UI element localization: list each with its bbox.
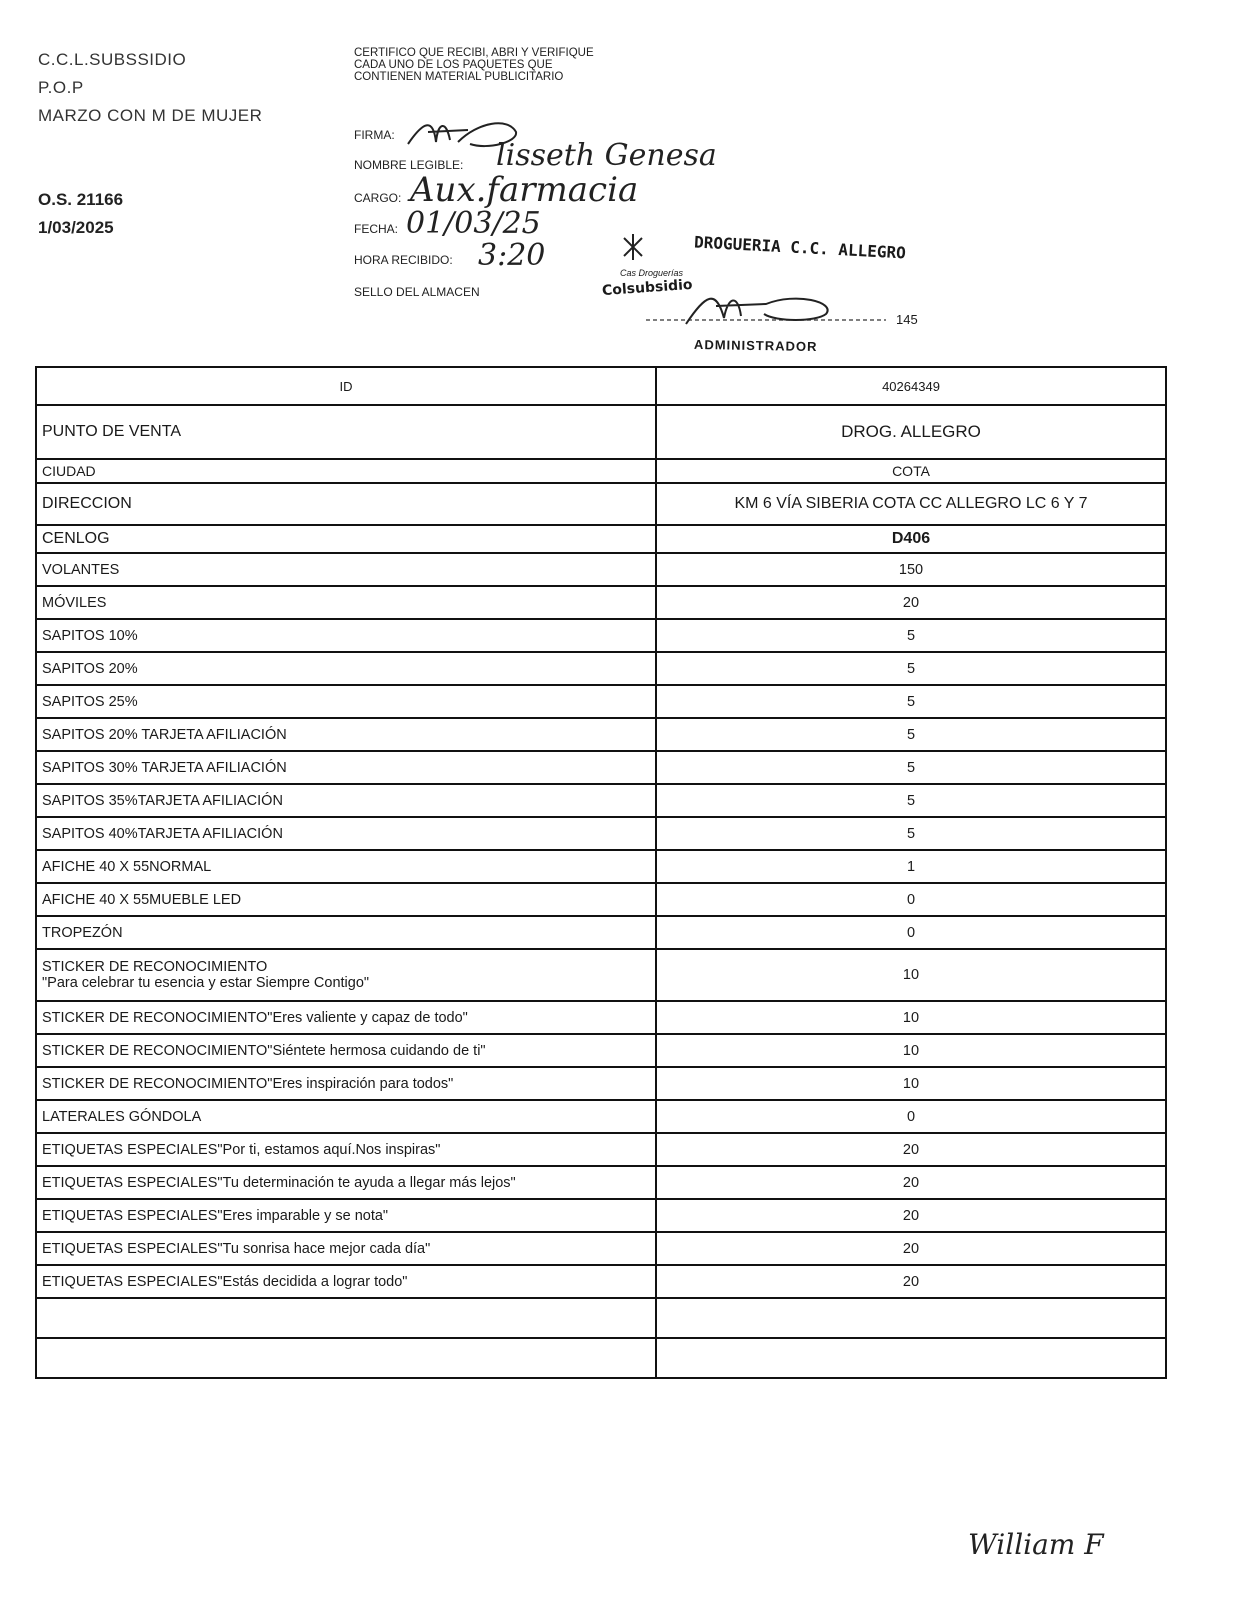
nombre-value: lisseth Genesa — [496, 138, 717, 173]
row-value: 5 — [656, 685, 1166, 718]
row-value: 1 — [656, 850, 1166, 883]
row-value: 10 — [656, 1034, 1166, 1067]
row-value: KM 6 VÍA SIBERIA COTA CC ALLEGRO LC 6 Y 7 — [656, 483, 1166, 525]
row-value: 150 — [656, 553, 1166, 586]
campaign-name: MARZO CON M DE MUJER — [38, 106, 263, 125]
row-value: 20 — [656, 1265, 1166, 1298]
row-label: ID — [36, 367, 656, 405]
table-row — [36, 718, 1166, 751]
table-row — [36, 1100, 1166, 1133]
row-label: AFICHE 40 X 55NORMAL — [36, 850, 656, 883]
row-label: PUNTO DE VENTA — [36, 405, 656, 459]
table-row-empty — [36, 1298, 1166, 1338]
row-label: CIUDAD — [36, 459, 656, 483]
pop-label: P.O.P — [38, 78, 84, 97]
stamp-title: DROGUERIA C.C. ALLEGRO — [693, 232, 907, 263]
row-label — [36, 949, 656, 1001]
row-label: ETIQUETAS ESPECIALES"Tu sonrisa hace mejor cada día" — [36, 1232, 656, 1265]
table-row — [36, 751, 1166, 784]
row-value: 5 — [656, 619, 1166, 652]
empty-cell — [36, 1298, 656, 1338]
row-label: TROPEZÓN — [36, 916, 656, 949]
table-row — [36, 1067, 1166, 1100]
fecha-label: FECHA: — [354, 222, 399, 236]
footer-signature: William F — [968, 1528, 1104, 1561]
row-label: VOLANTES — [36, 553, 656, 586]
row-label: STICKER DE RECONOCIMIENTO"Eres inspiración para todos" — [36, 1067, 656, 1100]
table-row — [36, 1166, 1166, 1199]
stamp-role: ADMINISTRADOR — [693, 336, 818, 355]
table-row — [36, 483, 1166, 525]
empty-cell — [656, 1338, 1166, 1378]
table-row — [36, 916, 1166, 949]
row-value: 20 — [656, 1232, 1166, 1265]
table-row — [36, 367, 1166, 405]
table-row — [36, 883, 1166, 916]
table-row — [36, 459, 1166, 483]
row-label: SAPITOS 20% — [36, 652, 656, 685]
empty-cell — [36, 1338, 656, 1378]
empty-cell — [656, 1298, 1166, 1338]
pop-table — [35, 366, 1167, 1379]
table-row — [36, 1265, 1166, 1298]
row-label: SAPITOS 40%TARJETA AFILIACIÓN — [36, 817, 656, 850]
table-row — [36, 586, 1166, 619]
header-left — [38, 46, 262, 130]
row-value: D406 — [656, 525, 1166, 553]
row-label: CENLOG — [36, 525, 656, 553]
table-row — [36, 1133, 1166, 1166]
table-row — [36, 619, 1166, 652]
row-label: SAPITOS 30% TARJETA AFILIACIÓN — [36, 751, 656, 784]
row-label: SAPITOS 20% TARJETA AFILIACIÓN — [36, 718, 656, 751]
row-label: SAPITOS 10% — [36, 619, 656, 652]
sello-label: SELLO DEL ALMACEN — [354, 285, 480, 299]
row-value: 20 — [656, 1199, 1166, 1232]
table-row-empty — [36, 1338, 1166, 1378]
table-row — [36, 685, 1166, 718]
order-date: 1/03/2025 — [38, 218, 114, 237]
table-row — [36, 1034, 1166, 1067]
table-row — [36, 553, 1166, 586]
row-value: 20 — [656, 1166, 1166, 1199]
firma-label: FIRMA: — [354, 128, 395, 142]
row-label-line2: "Para celebrar tu esencia y estar Siempre Contigo" — [42, 975, 370, 991]
cargo-value: Aux.farmacia — [410, 170, 639, 210]
row-value: COTA — [656, 459, 1166, 483]
row-label: ETIQUETAS ESPECIALES"Por ti, estamos aquí.Nos inspiras" — [36, 1133, 656, 1166]
row-value: 40264349 — [656, 367, 1166, 405]
row-label: STICKER DE RECONOCIMIENTO"Siéntete hermosa cuidando de ti" — [36, 1034, 656, 1067]
row-label: ETIQUETAS ESPECIALES"Eres imparable y se nota" — [36, 1199, 656, 1232]
row-label: AFICHE 40 X 55MUEBLE LED — [36, 883, 656, 916]
row-value: 0 — [656, 883, 1166, 916]
table-row — [36, 949, 1166, 1001]
row-value: 10 — [656, 949, 1166, 1001]
row-value: DROG. ALLEGRO — [656, 405, 1166, 459]
order-number: O.S. 21166 — [38, 190, 124, 209]
row-value: 20 — [656, 586, 1166, 619]
row-value: 0 — [656, 916, 1166, 949]
row-value: 10 — [656, 1067, 1166, 1100]
stamp-signature — [646, 284, 896, 330]
org-name: C.C.L.SUBSSIDIO — [38, 50, 187, 69]
row-label: STICKER DE RECONOCIMIENTO"Eres valiente y capaz de todo" — [36, 1001, 656, 1034]
table-row — [36, 525, 1166, 553]
table-row — [36, 784, 1166, 817]
row-label-line1: STICKER DE RECONOCIMIENTO — [42, 959, 268, 975]
row-label: ETIQUETAS ESPECIALES"Tu determinación te ayuda a llegar más lejos" — [36, 1166, 656, 1199]
row-label: SAPITOS 35%TARJETA AFILIACIÓN — [36, 784, 656, 817]
nombre-label: NOMBRE LEGIBLE: — [354, 158, 464, 172]
table-row — [36, 1232, 1166, 1265]
table-row — [36, 652, 1166, 685]
certificate-text: CERTIFICO QUE RECIBI, ABRI Y VERIFIQUE CADA UNO DE LOS PAQUETES QUE CONTIENEN MATERIAL PUBLICITARIO — [354, 47, 594, 83]
table-row — [36, 1001, 1166, 1034]
row-value: 5 — [656, 817, 1166, 850]
row-label: DIRECCION — [36, 483, 656, 525]
row-value: 0 — [656, 1100, 1166, 1133]
row-label: ETIQUETAS ESPECIALES"Estás decidida a lograr todo" — [36, 1265, 656, 1298]
row-label: MÓVILES — [36, 586, 656, 619]
cargo-label: CARGO: — [354, 191, 402, 205]
stamp-brand-small: Cas Droguerías — [620, 268, 684, 278]
table-row — [36, 405, 1166, 459]
row-value: 5 — [656, 718, 1166, 751]
table-row — [36, 817, 1166, 850]
row-label: LATERALES GÓNDOLA — [36, 1100, 656, 1133]
table-row — [36, 850, 1166, 883]
row-value: 20 — [656, 1133, 1166, 1166]
row-value: 5 — [656, 751, 1166, 784]
stamp-brand: Colsubsidio — [601, 276, 694, 300]
row-value: 5 — [656, 652, 1166, 685]
hora-value: 3:20 — [478, 238, 546, 273]
hora-label: HORA RECIBIDO: — [354, 253, 453, 267]
stamp-number: 145 — [896, 312, 918, 327]
order-block — [38, 186, 123, 242]
row-label: SAPITOS 25% — [36, 685, 656, 718]
row-value: 5 — [656, 784, 1166, 817]
stamp-logo-icon — [618, 232, 648, 262]
table-row — [36, 1199, 1166, 1232]
row-value: 10 — [656, 1001, 1166, 1034]
fecha-value: 01/03/25 — [406, 206, 541, 241]
